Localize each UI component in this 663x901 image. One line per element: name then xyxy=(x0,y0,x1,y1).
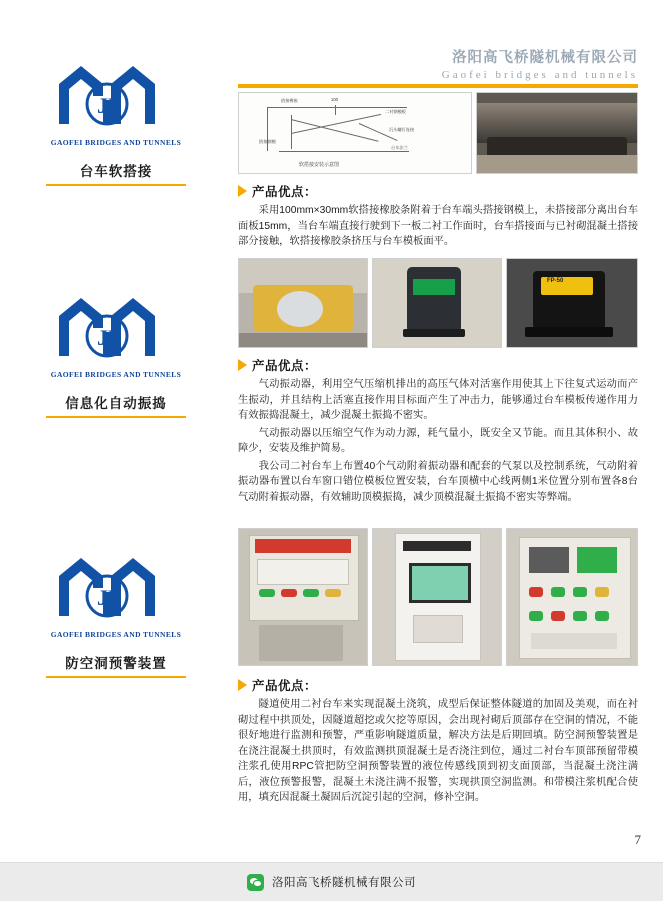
photo-vibrator-installed xyxy=(238,258,368,348)
diagram-caption: 软搭接安装示意图 xyxy=(299,162,340,168)
logo-icon xyxy=(41,290,191,368)
company-header xyxy=(238,46,638,81)
svg-text:JF: JF xyxy=(97,93,122,118)
device-tag-label: FP-50 xyxy=(547,278,564,284)
left-sidebar xyxy=(0,0,232,845)
tip-title: 产品优点： xyxy=(252,679,318,693)
logo-caption: GAOFEI BRIDGES AND TUNNELS xyxy=(50,630,182,639)
company-logo-2 xyxy=(41,290,191,382)
triangle-bullet-icon xyxy=(238,679,247,691)
photo-row-2 xyxy=(238,258,638,348)
logo-caption: GAOFEI BRIDGES AND TUNNELS xyxy=(50,370,182,379)
paragraph: 气动振动器以压缩空气作为动力源，耗气量小，既安全又节能。而且其体积小、故障少，安装及维护简易。 xyxy=(238,427,638,454)
svg-text:JF: JF xyxy=(97,585,122,610)
diagram-label-4: 沉头螺钉连接 xyxy=(389,127,415,132)
photo-vibrator-unit xyxy=(372,258,502,348)
brand-block-1 xyxy=(0,58,232,186)
triangle-bullet-icon xyxy=(238,359,247,371)
tip-block-2 xyxy=(238,356,638,507)
diagram-label-5: 搭接钢模 xyxy=(259,139,276,144)
paragraph: 气动振动器，利用空气压缩机排出的高压气体对活塞作用使其上下往复式运动而产生振动，并且结构上活塞直接作用目标面产生了冲击力，能够通过台车模板传递作用力有效振捣混凝土，减少混凝土振捣不密实。 xyxy=(238,379,638,421)
diagram-label-1: 搭接橡胶 xyxy=(281,98,298,103)
photo-row-3 xyxy=(238,528,638,666)
photo-control-panel-1 xyxy=(238,528,368,666)
photo-control-panel-2 xyxy=(506,528,638,666)
paragraph: 我公司二衬台车上布置40个气动附着振动器和配套的气泵以及控制系统，气动附着振动器布置以台车窗口错位模板位置安装，台车顶横中心线两侧1米位置分别布置各8台气动附着振动器，有效辅助顶模振捣，减少顶模混凝土振捣不密实等弊端。 xyxy=(238,460,638,503)
photo-pneumatic-vibrator xyxy=(506,258,638,348)
tip-heading-2 xyxy=(238,356,638,374)
company-name-cn: 洛阳高飞桥隧机械有限公司 xyxy=(452,50,638,66)
brand-block-3 xyxy=(0,550,232,678)
svg-text:JF: JF xyxy=(97,325,122,350)
paragraph: 采用100mm×30mm软搭接橡胶条附着于台车端头搭接钢模上，未搭接部分离出台车面板15mm，当台车端直接行驶到下一板二衬工作面时，台车搭接面与已衬砌混凝土搭接部分接触，软搭接橡胶条挤压与台车模板面平。 xyxy=(238,205,638,247)
diagram-label-3: 二衬钢模板 xyxy=(385,109,406,114)
logo-icon xyxy=(41,550,191,628)
triangle-bullet-icon xyxy=(238,185,247,197)
tip-body-3 xyxy=(238,697,638,806)
company-name-en: Gaofei bridges and tunnels xyxy=(441,69,638,81)
tip-heading-1 xyxy=(238,182,638,200)
tip-body-2 xyxy=(238,377,638,505)
tip-title: 产品优点： xyxy=(252,359,318,373)
company-logo-1 xyxy=(41,58,191,150)
footer-account-name: 洛阳高飞桥隧机械有限公司 xyxy=(272,877,416,889)
tip-heading-3 xyxy=(238,676,638,694)
tip-block-3 xyxy=(238,676,638,808)
logo-caption: GAOFEI BRIDGES AND TUNNELS xyxy=(50,138,182,147)
wechat-icon xyxy=(247,874,264,891)
tip-title: 产品优点： xyxy=(252,185,318,199)
paragraph: 隧道使用二衬台车来实现混凝土浇筑，成型后保证整体隧道的加固及美观，而在衬砌过程中拱顶处，因隧道超挖或欠挖等原因，会出现衬砌后顶部存在空洞的情况，不能很好地进行监测和预警，严重影响隧道质量，解决方法是后期回填。防空洞预警装置是在浇注混凝土拱顶时，有效监测拱顶混凝土是否浇注到位，通过二衬台车顶部预留带模注浆孔使用RPC管把防空洞预警装置的液位传感线顶到初支面顶部，当混凝土浇注满后，液位预警报警，混凝土未浇注满不报警，实现拱顶空洞监测。和带模注浆机配合使用，填充因混凝土凝固后沉淀引起的空洞，修补空洞。 xyxy=(238,699,638,803)
page-number: 7 xyxy=(634,832,641,847)
section-label-1: 台车软搭接 xyxy=(46,160,186,186)
photo-control-cabinet xyxy=(372,528,502,666)
logo-icon xyxy=(41,58,191,136)
brand-block-2 xyxy=(0,290,232,418)
section-label-3: 防空洞预警装置 xyxy=(46,652,186,678)
photo-row-1 xyxy=(238,92,638,174)
photo-rubber-strip xyxy=(476,92,638,174)
header-divider xyxy=(238,84,638,88)
tip-body-1 xyxy=(238,203,638,250)
diagram-label-6: 台车法兰 xyxy=(391,145,408,150)
diagram-label-2: 100 xyxy=(331,97,338,102)
photo-technical-drawing xyxy=(238,92,472,174)
company-logo-3 xyxy=(41,550,191,642)
section-label-2: 信息化自动振捣 xyxy=(46,392,186,418)
tip-block-1 xyxy=(238,182,638,252)
footer-bar xyxy=(0,862,663,901)
